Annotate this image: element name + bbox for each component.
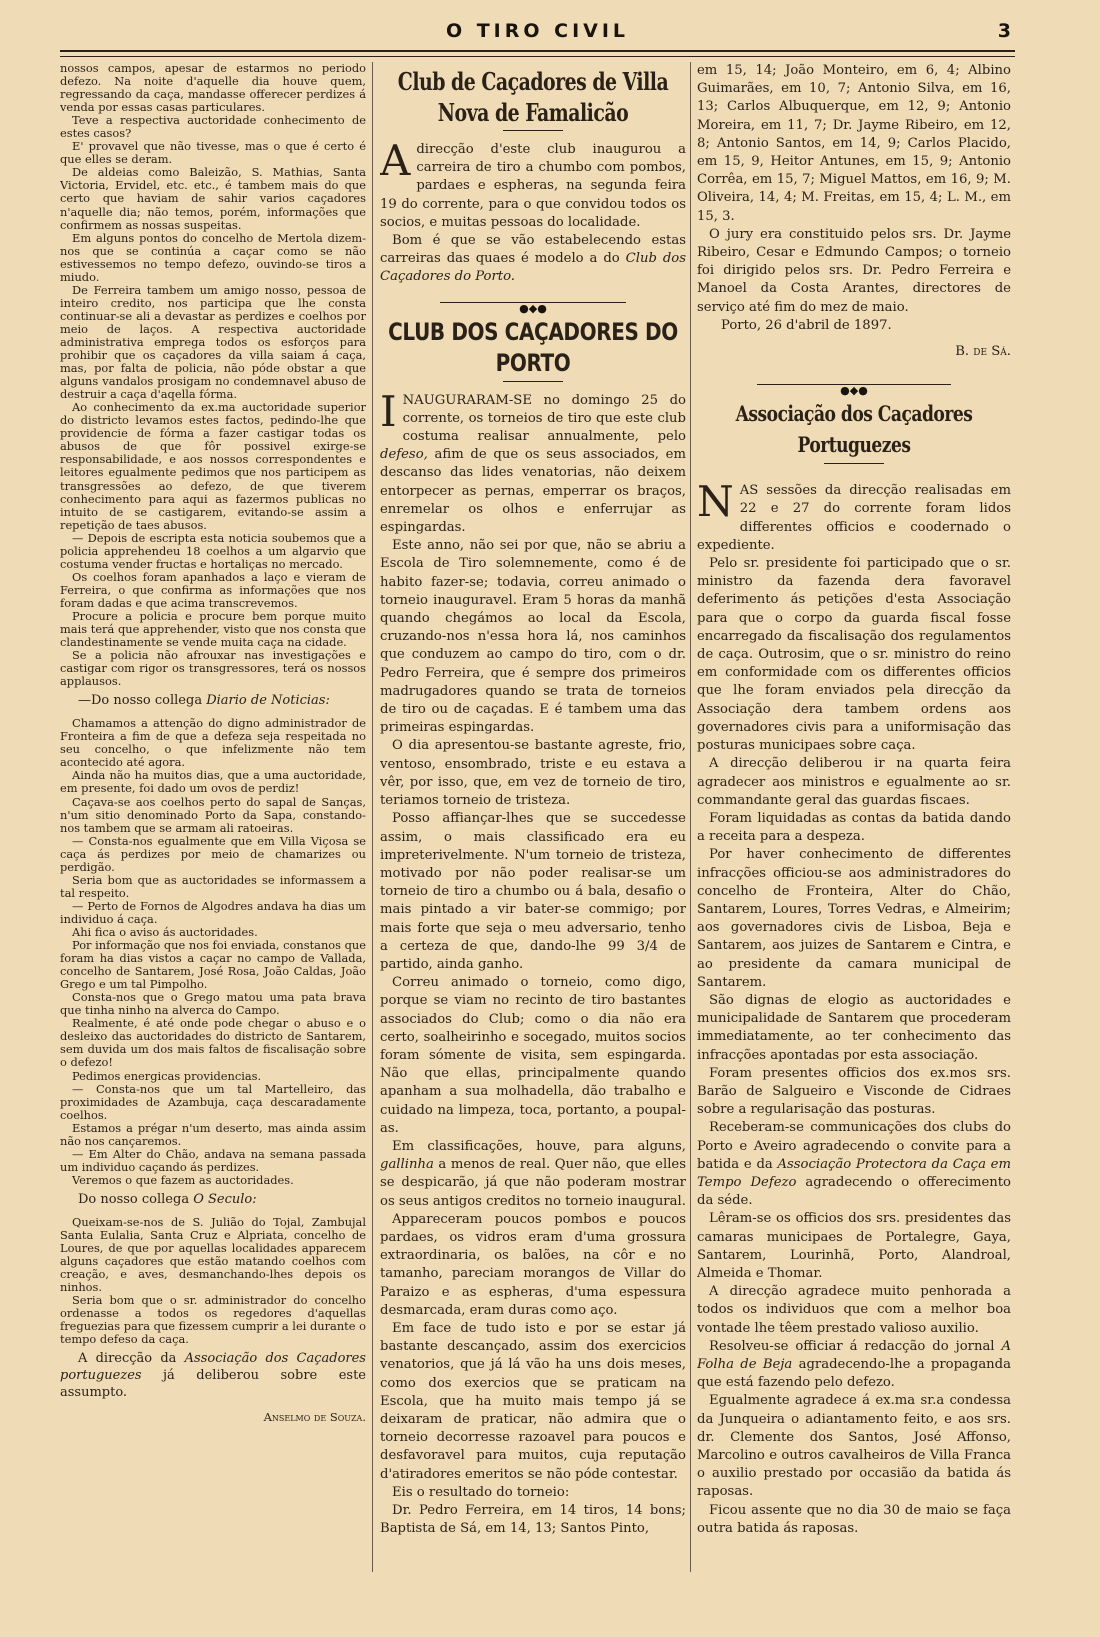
- article-paragraph: Lêram-se os officios dos srs. presidentes das camaras municipaes de Portalegre, Gaya, Santarem, Lourinhã, Porto, Alandroal, Almeida e Thomar.: [697, 1211, 1011, 1281]
- article-paragraph: Pelo sr. presidente foi participado que o sr. ministro da fazenda dera favoravel deferimento ás petições d'esta Associação para que o corpo da guarda fiscal fosse encarregado da fiscalisação dos regulamentos de caça. Outrosim, que o sr. ministro do reino em conformidade com os differentes officios que lhe foram enviados pela direcção da Associação dera tambem ordens aos governadores civis para a uniformisação das posturas municipaes sobre caça.: [697, 556, 1011, 754]
- diario-intro: [60, 692, 366, 709]
- article-paragraph: — Perto de Fornos de Algodres andava ha dias um individuo á caça.: [60, 898, 366, 926]
- article-paragraph: O dia apresentou-se bastante agreste, frio, ventoso, ensombrado, triste e eu estava a vêr, por isso, que, em vez de torneio de tiro, teriamos torneio de tristeza.: [380, 738, 686, 809]
- article-paragraph: Dr. Pedro Ferreira, em 14 tiros, 14 bons; Baptista de Sá, em 14, 13; Santos Pinto,: [380, 1503, 686, 1537]
- recv-text-end: agradecendo o offerecimento da séde.: [697, 1174, 1011, 1209]
- article-paragraph: De Ferreira tambem um amigo nosso, pessoa de inteiro credito, nos participa que lhe consta continuar-se ali a devastar as perdizes e coelhos por meio de laços. A respectiva auctoridade administrativa emprega todos os esforços para prohibir que os caçadores da villa saiam á caça, mas, por falta de policia, não póde obstar a que alguns vandalos prosigam no condemnavel abuso de destruir a caça d'aqella fórma.: [60, 282, 366, 402]
- signature-anselmo: Anselmo de Souza.: [263, 1410, 366, 1425]
- article-paragraph: A direcção deliberou ir na quarta feira agradecer aos ministros e egualmente ao sr. commandante geral das guardas fiscaes.: [697, 756, 1011, 808]
- famalicao-italic: Club dos Caçadores do Porto.: [380, 251, 686, 285]
- article-paragraph: Pedimos energicas providencias.: [72, 1068, 262, 1083]
- closing-text: A direcção da: [78, 1351, 185, 1367]
- article-paragraph: — Consta-nos que um tal Martelleiro, das proximidades de Azambuja, caça descaradamente coelhos.: [60, 1081, 366, 1122]
- folha-italic: A Folha de Beja: [697, 1338, 1011, 1372]
- article-paragraph: Queixam-se-nos de S. Julião do Tojal, Zambujal Santa Eulalia, Santa Cruz e Alpriata, concelho de Loures, de que por aquellas localidades apparecem alguns caçadores que estão matando coelhos com creação, e aves, desmanchando-lhes depois os ninhos.: [60, 1214, 366, 1295]
- famalicao-text-2: Bom é que se vão estabelecendo estas carreiras das quaes é modelo a do: [380, 233, 686, 267]
- article-paragraph: — Em Alter do Chão, andava na semana passada um individuo caçando ás perdizes.: [60, 1146, 366, 1174]
- article-paragraph: nossos campos, apesar de estarmos no periodo defezo. Na noite d'aquelle dia houve quem, regressando da caça, mandasse offerecer perdizes á venda por essas casas particulares.: [60, 62, 366, 115]
- article-paragraph: — Consta-nos egualmente que em Villa Viçosa se caça ás perdizes por meio de chamarizes ou perdigão.: [60, 833, 366, 874]
- article-paragraph: Correu animado o torneio, como digo, porque se viam no recinto de tiro bastantes associados do Club; como o dia não era certo, soalheirinho e socegado, muitos socios foram sómente de visita, sem espingarda. Não que ellas, principalmente quando apanham a sua molhadella, dão trabalho e cuidado na limpeza, toca, portanto, a poupal-as.: [380, 975, 686, 1136]
- article-paragraph: Consta-nos que o Grego matou uma pata brava que tinha ninho na alverca do Campo.: [60, 990, 366, 1018]
- signature-sa: B. de Sá.: [955, 344, 1011, 360]
- closing-text-end: já deliberou sobre este assumpto.: [60, 1368, 366, 1401]
- article-paragraph: Este anno, não sei por que, não se abriu a Escola de Tiro solemnemente, como é de habito fazer-se; todavia, correu animado o torneio inauguravel. Eram 5 horas da manhã quando chegámos ao local da Escola, cruzando-nos n'essa hora lá, nos caminhos que conduzem ao campo do tiro, com o dr. Pedro Ferreira, que é sempre dos primeiros madrugadores quando se trata de torneios de tiro ou de caçadas. E é tambem uma das primeiras espingardas.: [380, 538, 686, 736]
- porto-text-end: afim de que os seus associados, em descanso das lides venatorias, não deixem entorpecer as pernas, emperrar os braços, enremelar os olhos e enferrujar as espingardas.: [380, 447, 686, 536]
- article-paragraph: Realmente, é até onde pode chegar o abuso e o desleixo das auctoridades do districto de Santarem, sem duvida um dos mais faltos de fiscalisação sobre o defezo!: [60, 1016, 366, 1070]
- article-paragraph: Por haver conhecimento de differentes infracções officiou-se aos administradores do concelho de Fronteira, Alter do Chão, Santarem, Loures, Torres Vedras, e Almeirim; aos governadores civis de Lisboa, Beja e Santarem, aos juizes de Santarem e Cintra, e ao presidente da camara municipal de Santarem.: [697, 847, 1011, 990]
- article-paragraph: Foram presentes officios dos ex.mos srs. Barão de Salgueiro e Visconde de Cidraes sobre a regularisação das posturas.: [697, 1065, 1011, 1118]
- article-paragraph: Caçava-se aos coelhos perto do sapal de Sanças, n'um sitio denominado Porto da Sapa, constando-nos tambem que se armam ali ratoeiras.: [60, 794, 366, 835]
- recv-italic: Associação Protectora da Caça em Tempo Defezo: [697, 1156, 1011, 1190]
- article-paragraph: Posso affiançar-lhes que se succedesse assim, o mais classificado era eu impreterivelmente. N'um torneio de tristeza, motivado por não poder realisar-se um torneio de tiro a chumbo ou á bala, desafio o mais pintado a vir bater-se commigo; por mais forte que seja o meu adversario, tenho a certeza de que, dando-lhe 99 3/4 de partido, ainda ganho.: [380, 811, 686, 972]
- column-1: [60, 62, 366, 1572]
- jury-paragraph: O jury era constituido pelos srs. Dr. Jayme Ribeiro, Cesar e Edmundo Campos; o torneio foi dirigido pelos srs. Dr. Pedro Ferreira e Manoel da Costa Arantes, directores de serviço até fim do mez de maio.: [697, 226, 1011, 315]
- article-paragraph: — Depois de escripta esta noticia soubemos que a policia apprehendeu 18 coelhos a um algarvio que costuma vender fructas e hortaliças no mercado.: [60, 530, 366, 571]
- drop-cap: N: [697, 477, 734, 527]
- drop-cap: I: [380, 386, 397, 436]
- article-paragraph: A direcção agradece muito penhorada a todos os individuos que com a melhor boa vontade lhe têem prestado valioso auxilio.: [697, 1284, 1011, 1336]
- porto-text: NAUGURARAM-SE no domingo 25 do corrente, os torneios de tiro que este club costuma realisar annualmente, pelo: [402, 392, 686, 445]
- masthead: [60, 20, 1015, 46]
- column-divider-2: [690, 62, 691, 1572]
- closing-italic: Associação dos Caçadores portuguezes: [60, 1351, 366, 1384]
- article-paragraph: Egualmente agradece á ex.ma sr.a condessa da Junqueira o adiantamento feito, e aos srs. dr. Clemente dos Santos, José Affonso, Marcolino e outros cavalheiros de Villa Franca o auxilio prestado por occasião da batida ás raposas.: [697, 1393, 1011, 1500]
- class-italic: gallinha: [380, 1157, 434, 1173]
- article-paragraph: Chamamos a attenção do digno administrador de Fronteira a fim de que a defeza seja respeitada no seu concelho, o que infelizmente não tem acontecido até agora.: [60, 716, 366, 770]
- diario-name: Diario de Noticias:: [206, 693, 330, 709]
- ornament-glyph: ●◆●: [836, 385, 872, 397]
- article-paragraph: Teve a respectiva auctoridade conhecimento de estes casos?: [60, 113, 366, 141]
- article-paragraph: Ainda não ha muitos dias, que a uma auctoridade, em presente, foi dado um ovos de perdiz!: [60, 768, 366, 796]
- column-2: [380, 62, 686, 1572]
- communications-paragraph: [697, 1119, 1011, 1210]
- folha-paragraph: [697, 1338, 1011, 1393]
- folha-text-end: agradecendo-lhe a propaganda que está fazendo pelo defezo.: [697, 1357, 1011, 1391]
- seculo-prefix: Do nosso collega: [78, 1191, 194, 1207]
- article-paragraph: Estamos a prégar n'um deserto, mas ainda assim não nos cançaremos.: [60, 1120, 366, 1148]
- article-paragraph: Ahi fica o aviso ás auctoridades.: [72, 925, 258, 939]
- assoc-text: AS sessões da direcção realisadas em 22 e 27 do corrente foram lidos differentes officios e coodernado o expediente.: [697, 483, 1011, 553]
- drop-cap: A: [380, 136, 411, 185]
- assoc-paragraph: [697, 477, 1011, 555]
- headline-famalicao: Club de Caçadores de Villa Nova de Famalicão: [397, 67, 669, 127]
- article-paragraph: Seria bom que as auctoridades se informassem a tal respeito.: [60, 872, 366, 900]
- section-ornament: [380, 297, 686, 315]
- famalicao-paragraph: [380, 136, 686, 232]
- article-paragraph: Em face de tudo isto e por se estar já bastante descançado, assim dos exercicios venatorios, que já lá vão ha uns dois meses, como dos exercios que se praticam na Escola, que ha muito mais tempo já se deixaram de praticar, não admira que o torneio decorresse razoavel para poucos e desfavoravel para muitos, cuja reputação d'atiradores emeritos se não póde contestar.: [380, 1320, 686, 1482]
- title-rule: [824, 463, 884, 464]
- ornament-glyph: ●◆●: [515, 303, 551, 315]
- porto-italic: defeso,: [380, 447, 428, 463]
- title-rule: [503, 130, 563, 131]
- article-paragraph: Seria bom que o sr. administrador do concelho ordenasse a todos os regedores d'aquellas freguezias para que fizessem cumprir a lei durante o tempo defeso da caça.: [60, 1293, 366, 1347]
- diario-prefix: —Do nosso collega: [78, 693, 207, 709]
- article-paragraph: Procure a policia e procure bem porque muito mais terá que apprehender, visto que nos consta que clandestinamente se vende muita caça na cidade.: [60, 608, 366, 650]
- header-rule: [60, 50, 1015, 57]
- newspaper-title: O TIRO CIVIL: [445, 20, 630, 42]
- headline-associacao: Associação dos Caçadores Portuguezes: [735, 401, 973, 458]
- class-text-end: a menos de real. Quer não, que elles se despicarão, já que não poderam mostrar os seus antigos creditos no torneio inaugural.: [380, 1157, 686, 1209]
- headline-porto: CLUB DOS CAÇADORES DO PORTO: [388, 316, 678, 377]
- seculo-intro: [60, 1191, 366, 1208]
- title-rule: [503, 381, 563, 382]
- results-continuation: em 15, 14; João Monteiro, em 6, 4; Albino Guimarães, em 10, 7; Antonio Silva, em 16, 13; Carlos Albuquerque, em 12, 9; Antonio Moreira, em 11, 7; Dr. Jayme Ribeiro, em 12, 8; Antonio Santos, em 14, 9; Carlos Placido, em 15, 9, Heitor Antunes, em 15, 9; Antonio Corrêa, em 15, 7; Miguel Mattos, em 16, 9; M. Oliveira, 14, 4; M. Freitas, em 15, 4; L. M., em 15, 3.: [697, 63, 1011, 224]
- article-paragraph: Os coelhos foram apanhados a laço e vieram de Ferreira, o que confirma as informações que nos foram dadas e que acima transcrevemos.: [60, 569, 366, 610]
- article-paragraph: E' provavel que não tivesse, mas o que é certo é que elles se deram.: [60, 139, 366, 167]
- classification-paragraph: [380, 1138, 686, 1211]
- page-number: 3: [997, 20, 1011, 42]
- article-paragraph: Foram liquidadas as contas da batida dando a receita para a despeza.: [697, 810, 1011, 845]
- folha-text: Resolveu-se officiar á redacção do jornal: [709, 1338, 1002, 1354]
- article-paragraph: Por informação que nos foi enviada, constanos que foram ha dias vistos a caçar no campo de Vallada, concelho de Santarem, José Rosa, João Caldas, João Grego e um tal Pimpolho.: [60, 938, 366, 992]
- seculo-name: O Seculo:: [193, 1191, 257, 1207]
- article-paragraph: Appareceram poucos pombos e poucos pardaes, os vidros eram d'uma grossura extraordinaria, os balões, na côr e no tamanho, pareciam morangos de Villar do Paraizo e as espheras, d'uma espessura desmarcada, eram duras como aço.: [380, 1211, 686, 1318]
- class-text: Em classificações, houve, para alguns,: [392, 1138, 686, 1154]
- column-divider-1: [372, 62, 373, 1572]
- article-paragraph: São dignas de elogio as auctoridades e municipalidade de Santarem que procederam immediatamente, ao ter conhecimento das infracções apontadas por esta associação.: [697, 992, 1011, 1063]
- article-paragraph: Em alguns pontos do concelho de Mertola dizem-nos que se continúa a caçar como se não estivessemos no tempo defezo, ouvindo-se tiros a miudo.: [60, 230, 366, 284]
- closing-paragraph: [60, 1350, 366, 1401]
- article-paragraph: Ficou assente que no dia 30 de maio se faça outra batida ás raposas.: [697, 1502, 1011, 1536]
- famalicao-text: direcção d'este club inaugurou a carreira de tiro a chumbo com pombos, pardaes e espheras, na segunda feira 19 do corrente, para o que convidou todos os socios, e muitas pessoas do localidade.: [380, 142, 686, 230]
- recv-text: Receberam-se communicações dos clubs do Porto e Aveiro agradecendo o convite para a batida e da: [697, 1120, 1011, 1172]
- article-paragraph: De aldeias como Baleizão, S. Mathias, Santa Victoria, Ervidel, etc. etc., é tambem mais do que certo que haviam de sahir varios caçadores n'aquelle dia; não temos, porém, informações que confirmem as nossas suspeitas.: [60, 165, 366, 232]
- porto-paragraph: [380, 386, 686, 538]
- article-paragraph: Se a policia não afrouxar nas investigações e castigar com rigor os transgressores, terá os nossos applausos.: [60, 648, 366, 689]
- column-3: [697, 62, 1011, 1572]
- dateline: Porto, 26 d'abril de 1897.: [721, 317, 892, 333]
- article-paragraph: Eis o resultado do torneio:: [392, 1484, 570, 1500]
- article-paragraph: Veremos o que fazem as auctoridades.: [72, 1172, 294, 1187]
- famalicao-paragraph-2: [380, 232, 686, 287]
- section-ornament: [697, 379, 1011, 398]
- article-paragraph: Ao conhecimento da ex.ma auctoridade superior do districto levamos estes factos, pedindo-lhe que providencie de fórma a fazer castigar todas os abusos de que fôr possivel exirge-se responsabilidade, e aos nossos correspondentes e leitores egualmente pedimos que nos participem as transgressões ao defezo, de que tiverem conhecimento para aqui as fazermos publicas no intuito de se castigarem, evitando-se assim a repetição de taes abusos.: [60, 400, 366, 532]
